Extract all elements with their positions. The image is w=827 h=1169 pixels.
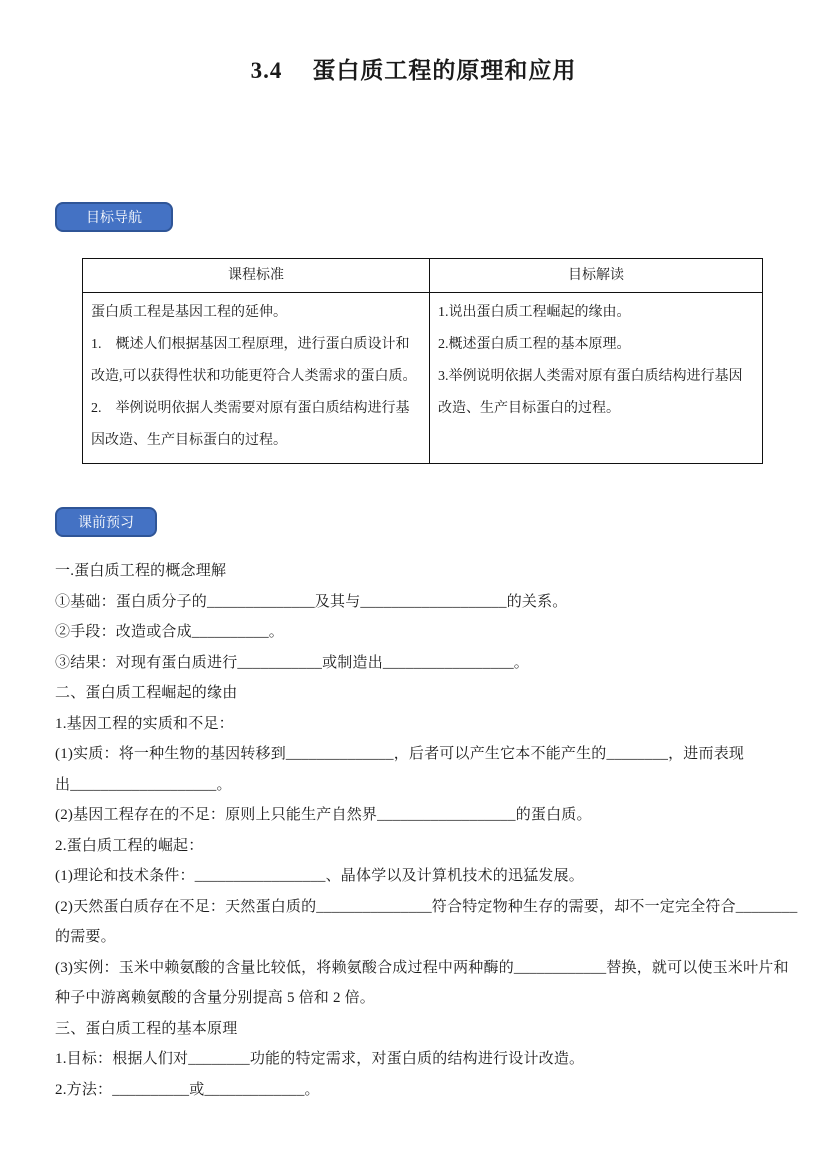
- course-standard-line: 因改造、生产目标蛋白的过程。: [91, 433, 287, 448]
- title-text: 蛋白质工程的原理和应用: [312, 58, 577, 83]
- preview-line: (1)实质：将一种生物的基因转移到______________，后者可以产生它本不能产生的________，进而表现: [55, 746, 745, 762]
- preview-line: 1.目标：根据人们对________功能的特定需求，对蛋白质的结构进行设计改造。: [55, 1051, 585, 1067]
- preview-line: ③结果：对现有蛋白质进行___________或制造出_________________。: [55, 654, 530, 671]
- preview-line: 2.蛋白质工程的崛起：: [55, 837, 204, 854]
- course-standard-line: 2. 举例说明依据人类需要对原有蛋白质结构进行基: [91, 401, 410, 416]
- goal-interpretation-cell: [430, 293, 763, 464]
- preview-line: 1.基因工程的实质和不足：: [55, 715, 234, 732]
- preview-line: (1)理论和技术条件：_________________、晶体学以及计算机技术的迅猛发展。: [55, 868, 584, 884]
- preview-line: (3)实例：玉米中赖氨酸的含量比较低，将赖氨酸合成过程中两种酶的____________替换，就可以使玉米叶片和: [55, 959, 789, 976]
- preview-line: ①基础：蛋白质分子的______________及其与___________________的关系。: [55, 593, 568, 610]
- preview-line: 二、蛋白质工程崛起的缘由: [55, 685, 238, 701]
- table-header-course-standard: 课程标准: [83, 259, 430, 293]
- table-header-row: [83, 259, 763, 293]
- course-standard-cell: [83, 293, 430, 464]
- table-header-goal-interpretation: 目标解读: [430, 259, 763, 293]
- preview-line: (2)基因工程存在的不足：原则上只能生产自然界__________________的蛋白质。: [55, 807, 592, 823]
- goals-nav-badge: 目标导航: [55, 202, 173, 232]
- preview-line: (2)天然蛋白质存在不足：天然蛋白质的_______________符合特定物种生存的需要，却不一定完全符合________: [55, 898, 798, 915]
- course-standard-line: 改造,可以获得性状和功能更符合人类需求的蛋白质。: [91, 369, 417, 384]
- goal-interpretation-line: 3.举例说明依据人类需对原有蛋白质结构进行基因: [438, 369, 743, 384]
- preview-badge: 课前预习: [55, 507, 157, 537]
- goal-interpretation-line: 1.说出蛋白质工程崛起的缘由。: [438, 305, 631, 320]
- preview-line: ②手段：改造或合成__________。: [55, 624, 285, 640]
- goal-interpretation-line: 改造、生产目标蛋白的过程。: [438, 401, 620, 416]
- preview-line: 的需要。: [55, 929, 116, 945]
- preview-line: 三、蛋白质工程的基本原理: [55, 1020, 238, 1037]
- course-standard-line: 1. 概述人们根据基因工程原理，进行蛋白质设计和: [91, 337, 410, 352]
- section-number: 3.4: [250, 58, 283, 83]
- goals-table: [82, 258, 763, 464]
- preview-line: 种子中游离赖氨酸的含量分别提高 5 倍和 2 倍。: [55, 990, 376, 1006]
- preview-content: [55, 556, 798, 1105]
- preview-line: 出___________________。: [55, 776, 232, 793]
- table-body-row: [83, 293, 763, 464]
- goal-interpretation-line: 2.概述蛋白质工程的基本原理。: [438, 337, 631, 352]
- preview-line: 一.蛋白质工程的概念理解: [55, 563, 227, 579]
- preview-line: 2.方法：__________或_____________。: [55, 1081, 320, 1098]
- page-title: [0, 52, 827, 85]
- course-standard-line: 蛋白质工程是基因工程的延伸。: [91, 305, 287, 320]
